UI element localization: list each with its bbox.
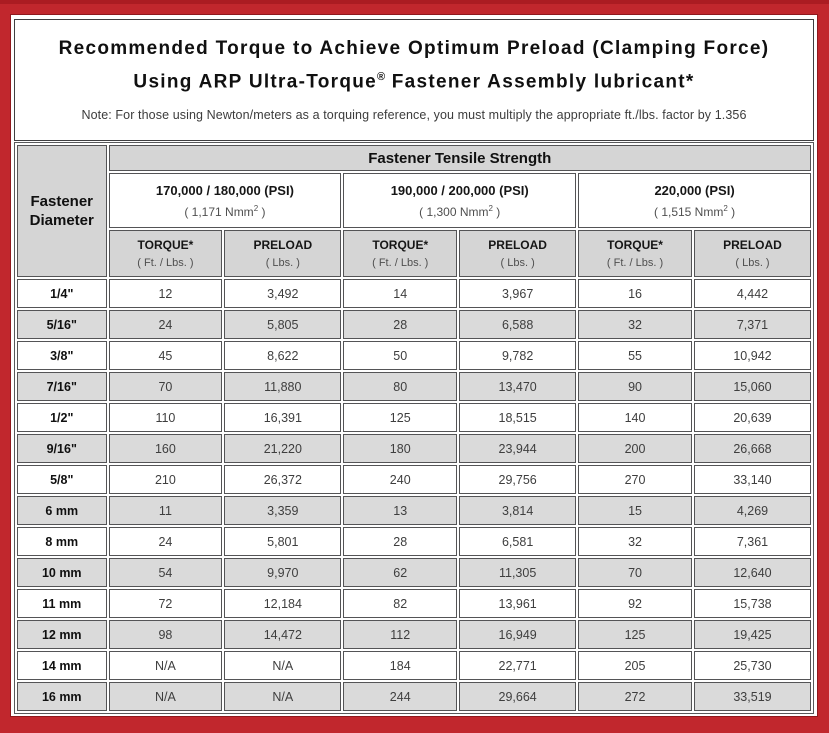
torque-cell: 15 [578, 496, 692, 525]
fastener-diameter-header [17, 145, 107, 277]
preload-cell: 3,967 [459, 279, 576, 308]
table-row [17, 279, 811, 308]
fastener-diameter-cell: 8 mm [17, 527, 107, 556]
table-row [17, 310, 811, 339]
fastener-diameter-line2: Diameter [29, 212, 94, 229]
torque-cell: 55 [578, 341, 692, 370]
fastener-diameter-cell: 9/16" [17, 434, 107, 463]
torque-cell: 70 [578, 558, 692, 587]
table-row [17, 341, 811, 370]
torque-cell: 200 [578, 434, 692, 463]
torque-cell: N/A [109, 651, 223, 680]
preload-cell: 26,668 [694, 434, 811, 463]
torque-cell: 112 [343, 620, 457, 649]
table-body [17, 279, 811, 711]
preload-cell: 3,814 [459, 496, 576, 525]
torque-cell: 92 [578, 589, 692, 618]
torque-cell: 13 [343, 496, 457, 525]
torque-cell: 28 [343, 310, 457, 339]
table-row [17, 682, 811, 711]
preload-cell: 16,949 [459, 620, 576, 649]
preload-column-header: PRELOAD ( Lbs. ) [459, 230, 576, 277]
title-line-2-end: Fastener Assembly lubricant* [385, 71, 695, 93]
table-row [17, 527, 811, 556]
preload-cell: 11,880 [224, 372, 341, 401]
fastener-diameter-line1: Fastener [30, 193, 94, 210]
torque-cell: 90 [578, 372, 692, 401]
psi-header-220 [578, 173, 811, 228]
fastener-diameter-cell: 5/16" [17, 310, 107, 339]
torque-cell: 14 [343, 279, 457, 308]
psi-header-170-180 [109, 173, 342, 228]
preload-cell: 3,359 [224, 496, 341, 525]
preload-cell: 22,771 [459, 651, 576, 680]
fastener-diameter-cell: 14 mm [17, 651, 107, 680]
preload-cell: 8,622 [224, 341, 341, 370]
fastener-diameter-cell: 11 mm [17, 589, 107, 618]
torque-cell: N/A [109, 682, 223, 711]
psi-value: 190,000 / 200,000 (PSI) [390, 182, 529, 198]
table-row [17, 589, 811, 618]
preload-cell: 16,391 [224, 403, 341, 432]
preload-cell: 20,639 [694, 403, 811, 432]
torque-cell: 82 [343, 589, 457, 618]
torque-table [14, 142, 814, 714]
preload-cell: 33,519 [694, 682, 811, 711]
preload-cell: 10,942 [694, 341, 811, 370]
preload-cell: 25,730 [694, 651, 811, 680]
preload-column-header: PRELOAD ( Lbs. ) [224, 230, 341, 277]
torque-cell: 72 [109, 589, 223, 618]
title-box [14, 19, 814, 141]
note-text: Note: For those using Newton/meters as a torquing reference, you must multiply the appropriate ft./lbs. factor by 1.356 [81, 108, 747, 123]
table-row [17, 496, 811, 525]
table-row [17, 434, 811, 463]
torque-cell: 140 [578, 403, 692, 432]
preload-cell: 13,961 [459, 589, 576, 618]
torque-cell: 125 [343, 403, 457, 432]
preload-cell: 26,372 [224, 465, 341, 494]
psi-header-190-200 [343, 173, 576, 228]
preload-cell: 33,140 [694, 465, 811, 494]
nmm-value: ( 1,300 Nmm$^2$ ) [419, 203, 501, 219]
torque-column-header: TORQUE* ( Ft. / Lbs. ) [578, 230, 692, 277]
torque-preload-header-row [17, 230, 811, 277]
preload-cell: 21,220 [224, 434, 341, 463]
torque-cell: 24 [109, 310, 223, 339]
torque-cell: 184 [343, 651, 457, 680]
fastener-diameter-cell: 5/8" [17, 465, 107, 494]
torque-column-header: TORQUE* ( Ft. / Lbs. ) [109, 230, 223, 277]
torque-cell: 70 [109, 372, 223, 401]
preload-cell: 19,425 [694, 620, 811, 649]
torque-cell: 98 [109, 620, 223, 649]
preload-cell: 11,305 [459, 558, 576, 587]
preload-cell: 5,805 [224, 310, 341, 339]
fastener-diameter-cell: 6 mm [17, 496, 107, 525]
torque-cell: 45 [109, 341, 223, 370]
torque-cell: 11 [109, 496, 223, 525]
torque-cell: 244 [343, 682, 457, 711]
preload-cell: 9,782 [459, 341, 576, 370]
torque-cell: 28 [343, 527, 457, 556]
preload-cell: 18,515 [459, 403, 576, 432]
torque-cell: 80 [343, 372, 457, 401]
table-row [17, 372, 811, 401]
tensile-strength-header-row [17, 145, 811, 171]
preload-cell: 6,588 [459, 310, 576, 339]
table-row [17, 558, 811, 587]
psi-value: 170,000 / 180,000 (PSI) [155, 182, 294, 198]
preload-cell: 9,970 [224, 558, 341, 587]
psi-header-row [17, 173, 811, 228]
preload-cell: 5,801 [224, 527, 341, 556]
fastener-diameter-cell: 3/8" [17, 341, 107, 370]
torque-cell: 272 [578, 682, 692, 711]
preload-cell: 7,361 [694, 527, 811, 556]
title-line-1: Recommended Torque to Achieve Optimum Preload (Clamping Force) [58, 38, 770, 59]
preload-cell: 12,640 [694, 558, 811, 587]
preload-cell: N/A [224, 682, 341, 711]
preload-cell: 15,060 [694, 372, 811, 401]
registered-trademark-symbol: ® [377, 71, 386, 83]
table-row [17, 620, 811, 649]
nmm-value: ( 1,515 Nmm$^2$ ) [653, 203, 736, 219]
fastener-diameter-cell: 16 mm [17, 682, 107, 711]
nmm-value: ( 1,171 Nmm$^2$ ) [184, 203, 266, 219]
torque-column-header: TORQUE* ( Ft. / Lbs. ) [343, 230, 457, 277]
torque-cell: 270 [578, 465, 692, 494]
fastener-diameter-cell: 1/4" [17, 279, 107, 308]
torque-cell: 210 [109, 465, 223, 494]
fastener-diameter-cell: 10 mm [17, 558, 107, 587]
torque-cell: 32 [578, 310, 692, 339]
torque-cell: 125 [578, 620, 692, 649]
fastener-diameter-cell: 1/2" [17, 403, 107, 432]
torque-cell: 54 [109, 558, 223, 587]
fastener-diameter-cell: 7/16" [17, 372, 107, 401]
torque-cell: 50 [343, 341, 457, 370]
fastener-diameter-cell: 12 mm [17, 620, 107, 649]
preload-cell: 3,492 [224, 279, 341, 308]
preload-cell: 15,738 [694, 589, 811, 618]
torque-cell: 205 [578, 651, 692, 680]
preload-cell: 29,664 [459, 682, 576, 711]
torque-cell: 180 [343, 434, 457, 463]
preload-cell: 6,581 [459, 527, 576, 556]
torque-cell: 110 [109, 403, 223, 432]
torque-cell: 32 [578, 527, 692, 556]
preload-cell: 13,470 [459, 372, 576, 401]
document-content [10, 14, 818, 717]
psi-value: 220,000 (PSI) [654, 182, 735, 198]
torque-cell: 240 [343, 465, 457, 494]
preload-cell: 4,442 [694, 279, 811, 308]
torque-cell: 24 [109, 527, 223, 556]
preload-cell: 12,184 [224, 589, 341, 618]
preload-cell: 23,944 [459, 434, 576, 463]
table-row [17, 651, 811, 680]
preload-cell: N/A [224, 651, 341, 680]
torque-cell: 160 [109, 434, 223, 463]
preload-cell: 7,371 [694, 310, 811, 339]
preload-cell: 29,756 [459, 465, 576, 494]
table-row [17, 465, 811, 494]
torque-cell: 16 [578, 279, 692, 308]
title-line-2: Using ARP Ultra-Torque [133, 71, 378, 93]
torque-cell: 62 [343, 558, 457, 587]
page-title [15, 35, 813, 96]
preload-column-header: PRELOAD ( Lbs. ) [694, 230, 811, 277]
table-row [17, 403, 811, 432]
torque-cell: 12 [109, 279, 223, 308]
preload-cell: 14,472 [224, 620, 341, 649]
preload-cell: 4,269 [694, 496, 811, 525]
tensile-strength-header: Fastener Tensile Strength [109, 145, 812, 171]
